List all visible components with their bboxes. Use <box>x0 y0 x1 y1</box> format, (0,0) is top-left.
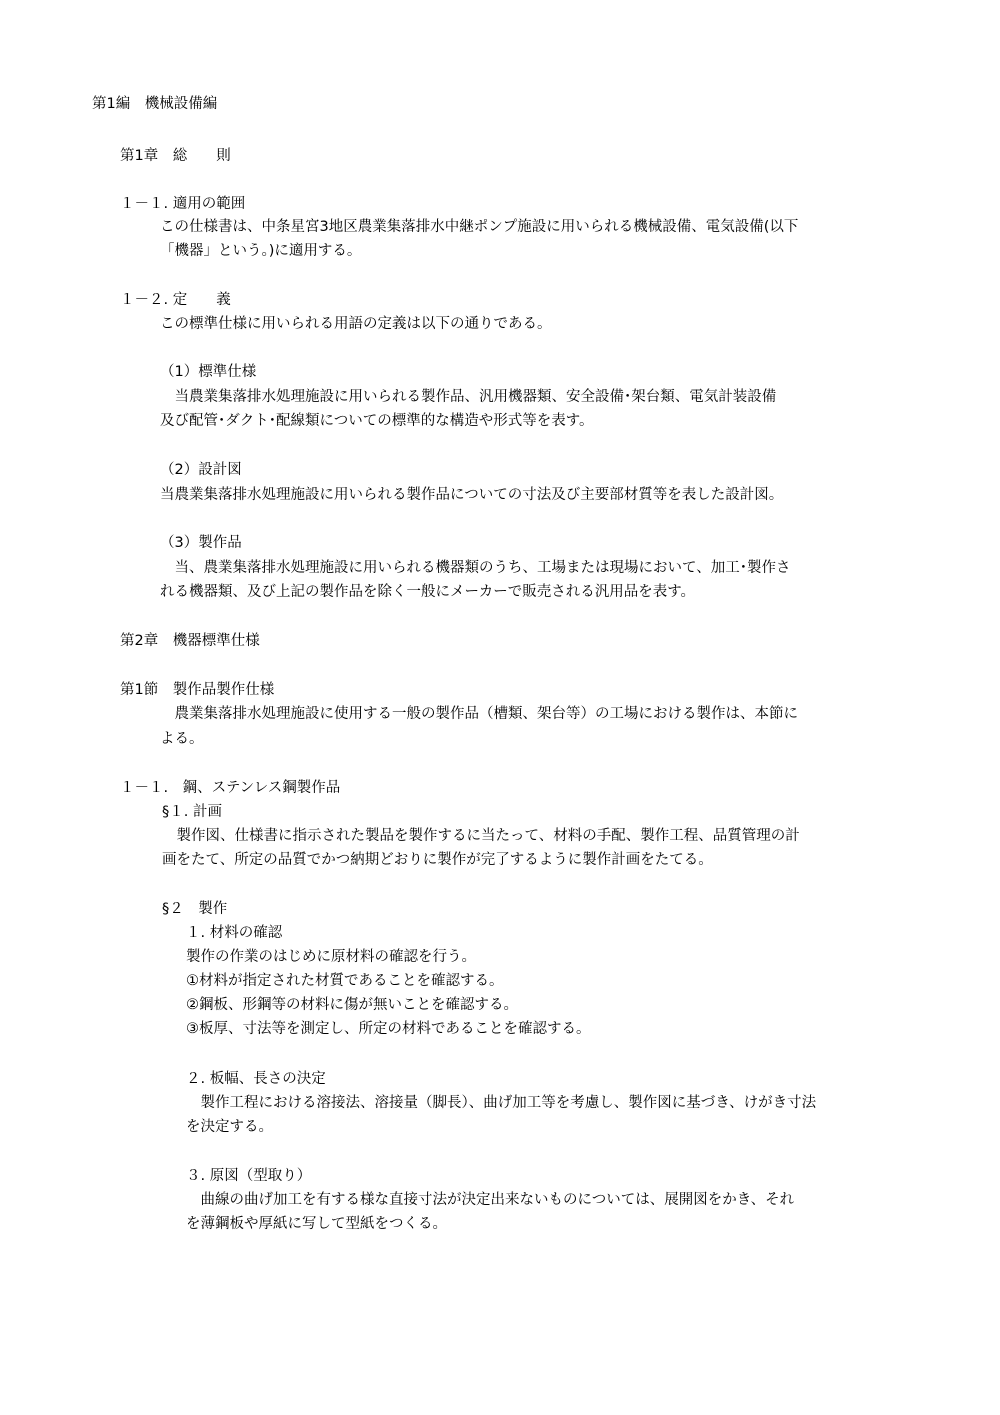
section-1-1-heading: １－１. 適用の範囲 <box>120 196 246 212</box>
chapter-1-title: 第1章 総 則 <box>120 148 231 164</box>
item-1-check: ②鋼板、形鋼等の材料に傷が無いことを確認する。 <box>186 997 518 1013</box>
section-1-1-text: この仕様書は、中条星宮3地区農業集落排水中継ポンプ施設に用いられる機械設備、電気設備(以下 <box>160 219 799 235</box>
item-3-heading: ３. 原図（型取り） <box>186 1168 312 1184</box>
term-3-heading: （3）製作品 <box>160 535 242 551</box>
term-3-text: れる機器類、及び上記の製作品を除く一般にメーカーで販売される汎用品を表す。 <box>160 584 696 600</box>
item-3-text: を薄鋼板や厚紙に写して型紙をつくる。 <box>186 1216 447 1232</box>
clause-2-heading: §２ 製作 <box>162 901 228 917</box>
chapter-2-title: 第2章 機器標準仕様 <box>120 633 260 649</box>
subsection-1-1-heading: １－１. 鋼、ステンレス鋼製作品 <box>120 780 341 796</box>
item-1-check: ③板厚、寸法等を測定し、所定の材料であることを確認する。 <box>186 1021 591 1037</box>
section-1-2-intro: この標準仕様に用いられる用語の定義は以下の通りである。 <box>160 316 552 332</box>
section-1-text: よる。 <box>160 731 204 747</box>
item-1-text: 製作の作業のはじめに原材料の確認を行う。 <box>186 949 476 965</box>
item-2-heading: ２. 板幅、長さの決定 <box>186 1071 326 1087</box>
section-1-heading: 第1節 製作品製作仕様 <box>120 682 275 698</box>
clause-1-text: 画をたて、所定の品質でかつ納期どおりに製作が完了するように製作計画をたてる。 <box>162 852 713 868</box>
item-2-text: を決定する。 <box>186 1119 273 1135</box>
clause-1-text: 製作図、仕様書に指示された製品を製作するに当たって、材料の手配、製作工程、品質管理の計 <box>162 828 800 844</box>
item-1-heading: １. 材料の確認 <box>186 925 283 941</box>
term-1-text: 及び配管･ダクト･配線類についての標準的な構造や形式等を表す。 <box>160 413 594 429</box>
section-1-text: 農業集落排水処理施設に使用する一般の製作品（槽類、架台等）の工場における製作は、本節に <box>160 706 798 722</box>
section-1-2-heading: １－２. 定 義 <box>120 292 231 308</box>
term-3-text: 当、農業集落排水処理施設に用いられる機器類のうち、工場または現場において、加工･製作さ <box>160 560 791 576</box>
term-2-heading: （2）設計図 <box>160 462 242 478</box>
clause-1-heading: §１. 計画 <box>162 804 222 820</box>
section-1-1-text: 「機器」という。)に適用する。 <box>160 243 362 259</box>
term-2-text: 当農業集落排水処理施設に用いられる製作品についての寸法及び主要部材質等を表した設計図。 <box>160 487 784 503</box>
item-2-text: 製作工程における溶接法、溶接量（脚長）、曲げ加工等を考慮し、製作図に基づき、けがき寸法 <box>186 1095 817 1111</box>
term-1-heading: （1）標準仕様 <box>160 364 257 380</box>
item-1-check: ①材料が指定された材質であることを確認する。 <box>186 973 504 989</box>
part-title: 第1編 機械設備編 <box>92 96 218 112</box>
term-1-text: 当農業集落排水処理施設に用いられる製作品、汎用機器類、安全設備･架台類、電気計装設備 <box>160 389 777 405</box>
item-3-text: 曲線の曲げ加工を有する様な直接寸法が決定出来ないものについては、展開図をかき、それ <box>186 1192 795 1208</box>
